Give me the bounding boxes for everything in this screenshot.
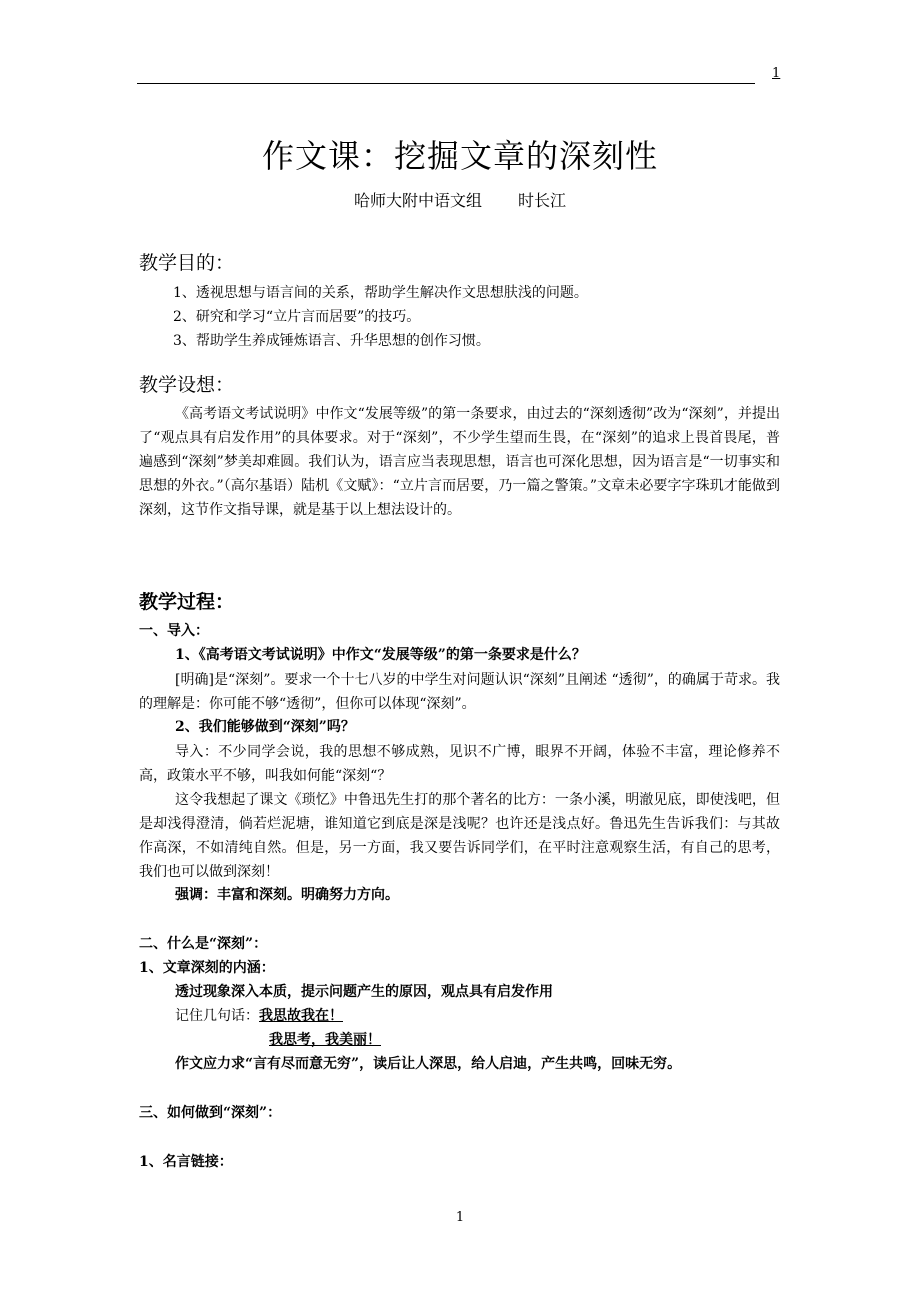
process-heading: 教学过程： [139,591,235,613]
remember-label: 记住几句话： [175,1008,259,1024]
remember-quote-1: 我思故我在！ [259,1008,343,1024]
remember-quote-2: 我思考，我美丽！ [269,1032,381,1048]
header-rule [137,83,755,84]
intro-answer-1: [明确]是“深刻”。要求一个十七八岁的中学生对问题认识“深刻”且阐述 “透彻”，的确属于苛求。我的理解是：你可能不够“透彻”，但你可以体现“深刻”。 [139,672,780,712]
concept-paragraph: 《高考语文考试说明》中作文“发展等级”的第一条要求，由过去的“深刻透彻”改为“深刻”，并提出了“观点具有启发作用”的具体要求。对于“深刻”，不少学生望而生畏，在“深刻”的追求上畏首畏尾，普遍感到“深刻”梦美却难圆。我们认为，语言应当表现思想，语言也可深化思想，因为语言是“一切事实和思想的外衣。”（高尔基语）陆机《文赋》：“立片言而居要，乃一篇之警策。”文章未必要字字珠玑才能做到深刻，这节作文指导课，就是基于以上想法设计的。 [139,406,780,518]
concept-heading: 教学设想： [139,374,235,396]
remember-line [175,1006,343,1026]
intro-heading: 一、导入： [139,623,209,639]
goal-item-3: 3、帮助学生养成锤炼语言、升华思想的创作习惯。 [173,333,490,349]
how-heading: 三、如何做到“深刻”： [139,1105,282,1121]
goal-item-1: 1、透视思想与语言间的关系，帮助学生解决作文思想肤浅的问题。 [173,285,588,301]
goals-heading: 教学目的： [139,252,235,274]
depth-definition: 透过现象深入本质，提示问题产生的原因，观点具有启发作用 [175,984,553,1000]
what-heading: 二、什么是“深刻”： [139,936,268,952]
author-group: 哈师大附中语文组 [353,191,482,210]
writing-goal: 作文应力求“言有尽而意无穷”，读后让人深思，给人启迪，产生共鸣，回味无穷。 [175,1056,682,1072]
intro-answer-3: 这令我想起了课文《琐忆》中鲁迅先生打的那个著名的比方：一条小溪，明澈见底，即使浅吧，但是却浅得澄清，倘若烂泥塘，谁知道它到底是深是浅呢？也许还是浅点好。鲁迅先生告诉我们：与其故作高深，不如清纯自然。但是，另一方面，我又要告诉同学们，在平时注意观察生活，有自己的思考，我们也可以做到深刻！ [139,792,780,880]
goal-item-2: 2、研究和学习“立片言而居要”的技巧。 [173,309,421,325]
document-title: 作文课：挖掘文章的深刻性 [261,137,658,175]
intro-question-1: 1、《高考语文考试说明》中作文“发展等级”的第一条要求是什么？ [175,647,586,663]
intro-emphasis: 强调：丰富和深刻。明确努力方向。 [175,887,399,903]
author-line [0,188,920,211]
intro-answer-2: 导入：不少同学会说，我的思想不够成熟，见识不广博，眼界不开阔，体验不丰富，理论修养不高，政策水平不够，叫我如何能“深刻“？ [139,744,780,784]
how-sub-1: 1、名言链接： [139,1154,233,1170]
what-sub-1: 1、文章深刻的内涵： [139,960,275,976]
footer-page-number: 1 [455,1210,465,1225]
author-name: 时长江 [518,191,567,210]
intro-question-2: 2、我们能够做到“深刻”吗？ [175,719,355,735]
header-page-number: 1 [772,66,781,81]
